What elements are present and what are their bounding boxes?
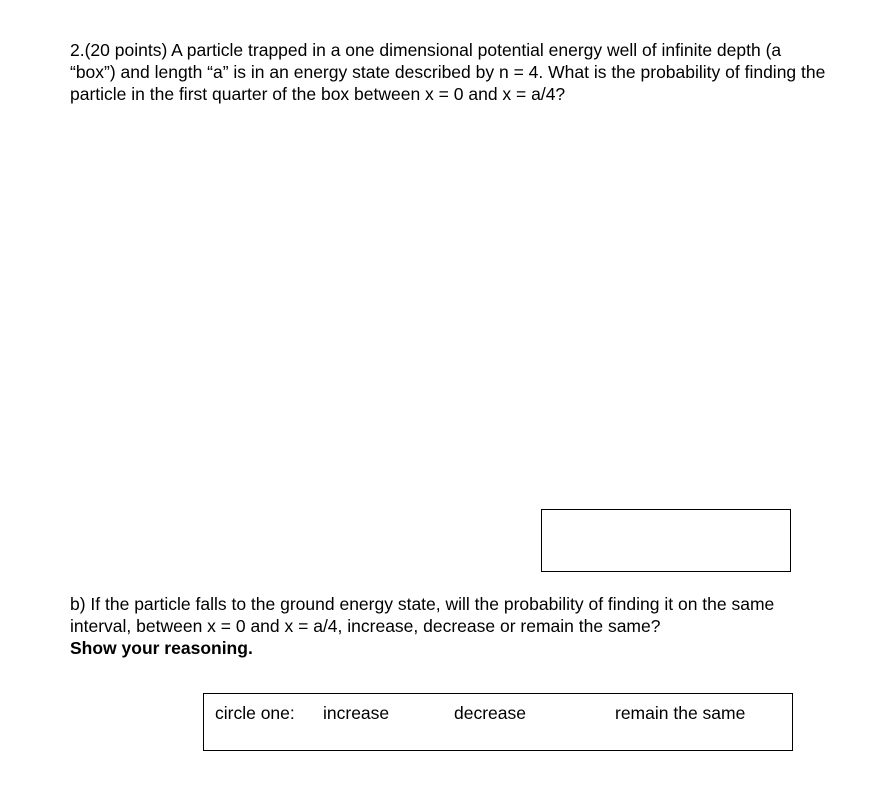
question-2-text: 2.(20 points) A particle trapped in a one dimensional potential energy well of infinite depth (a “box”) and length “a” is in an energy state described by n = 4. What is the probability of finding the particle in the first quarter of the box between x = 0 and x = a/4? [70, 40, 826, 104]
circle-one-label: circle one: [215, 703, 295, 723]
part-b-instruction: Show your reasoning. [70, 638, 253, 658]
option-decrease[interactable]: decrease [454, 703, 526, 723]
part-b-text: b) If the particle falls to the ground energy state, will the probability of finding it on the same interval, between x = 0 and x = a/4, increase, decrease or remain the same? [70, 594, 775, 636]
part-b [70, 593, 840, 659]
option-remain-the-same[interactable]: remain the same [615, 703, 746, 723]
option-increase[interactable]: increase [323, 703, 390, 723]
answer-box[interactable] [541, 509, 791, 572]
circle-one-box [203, 693, 793, 751]
